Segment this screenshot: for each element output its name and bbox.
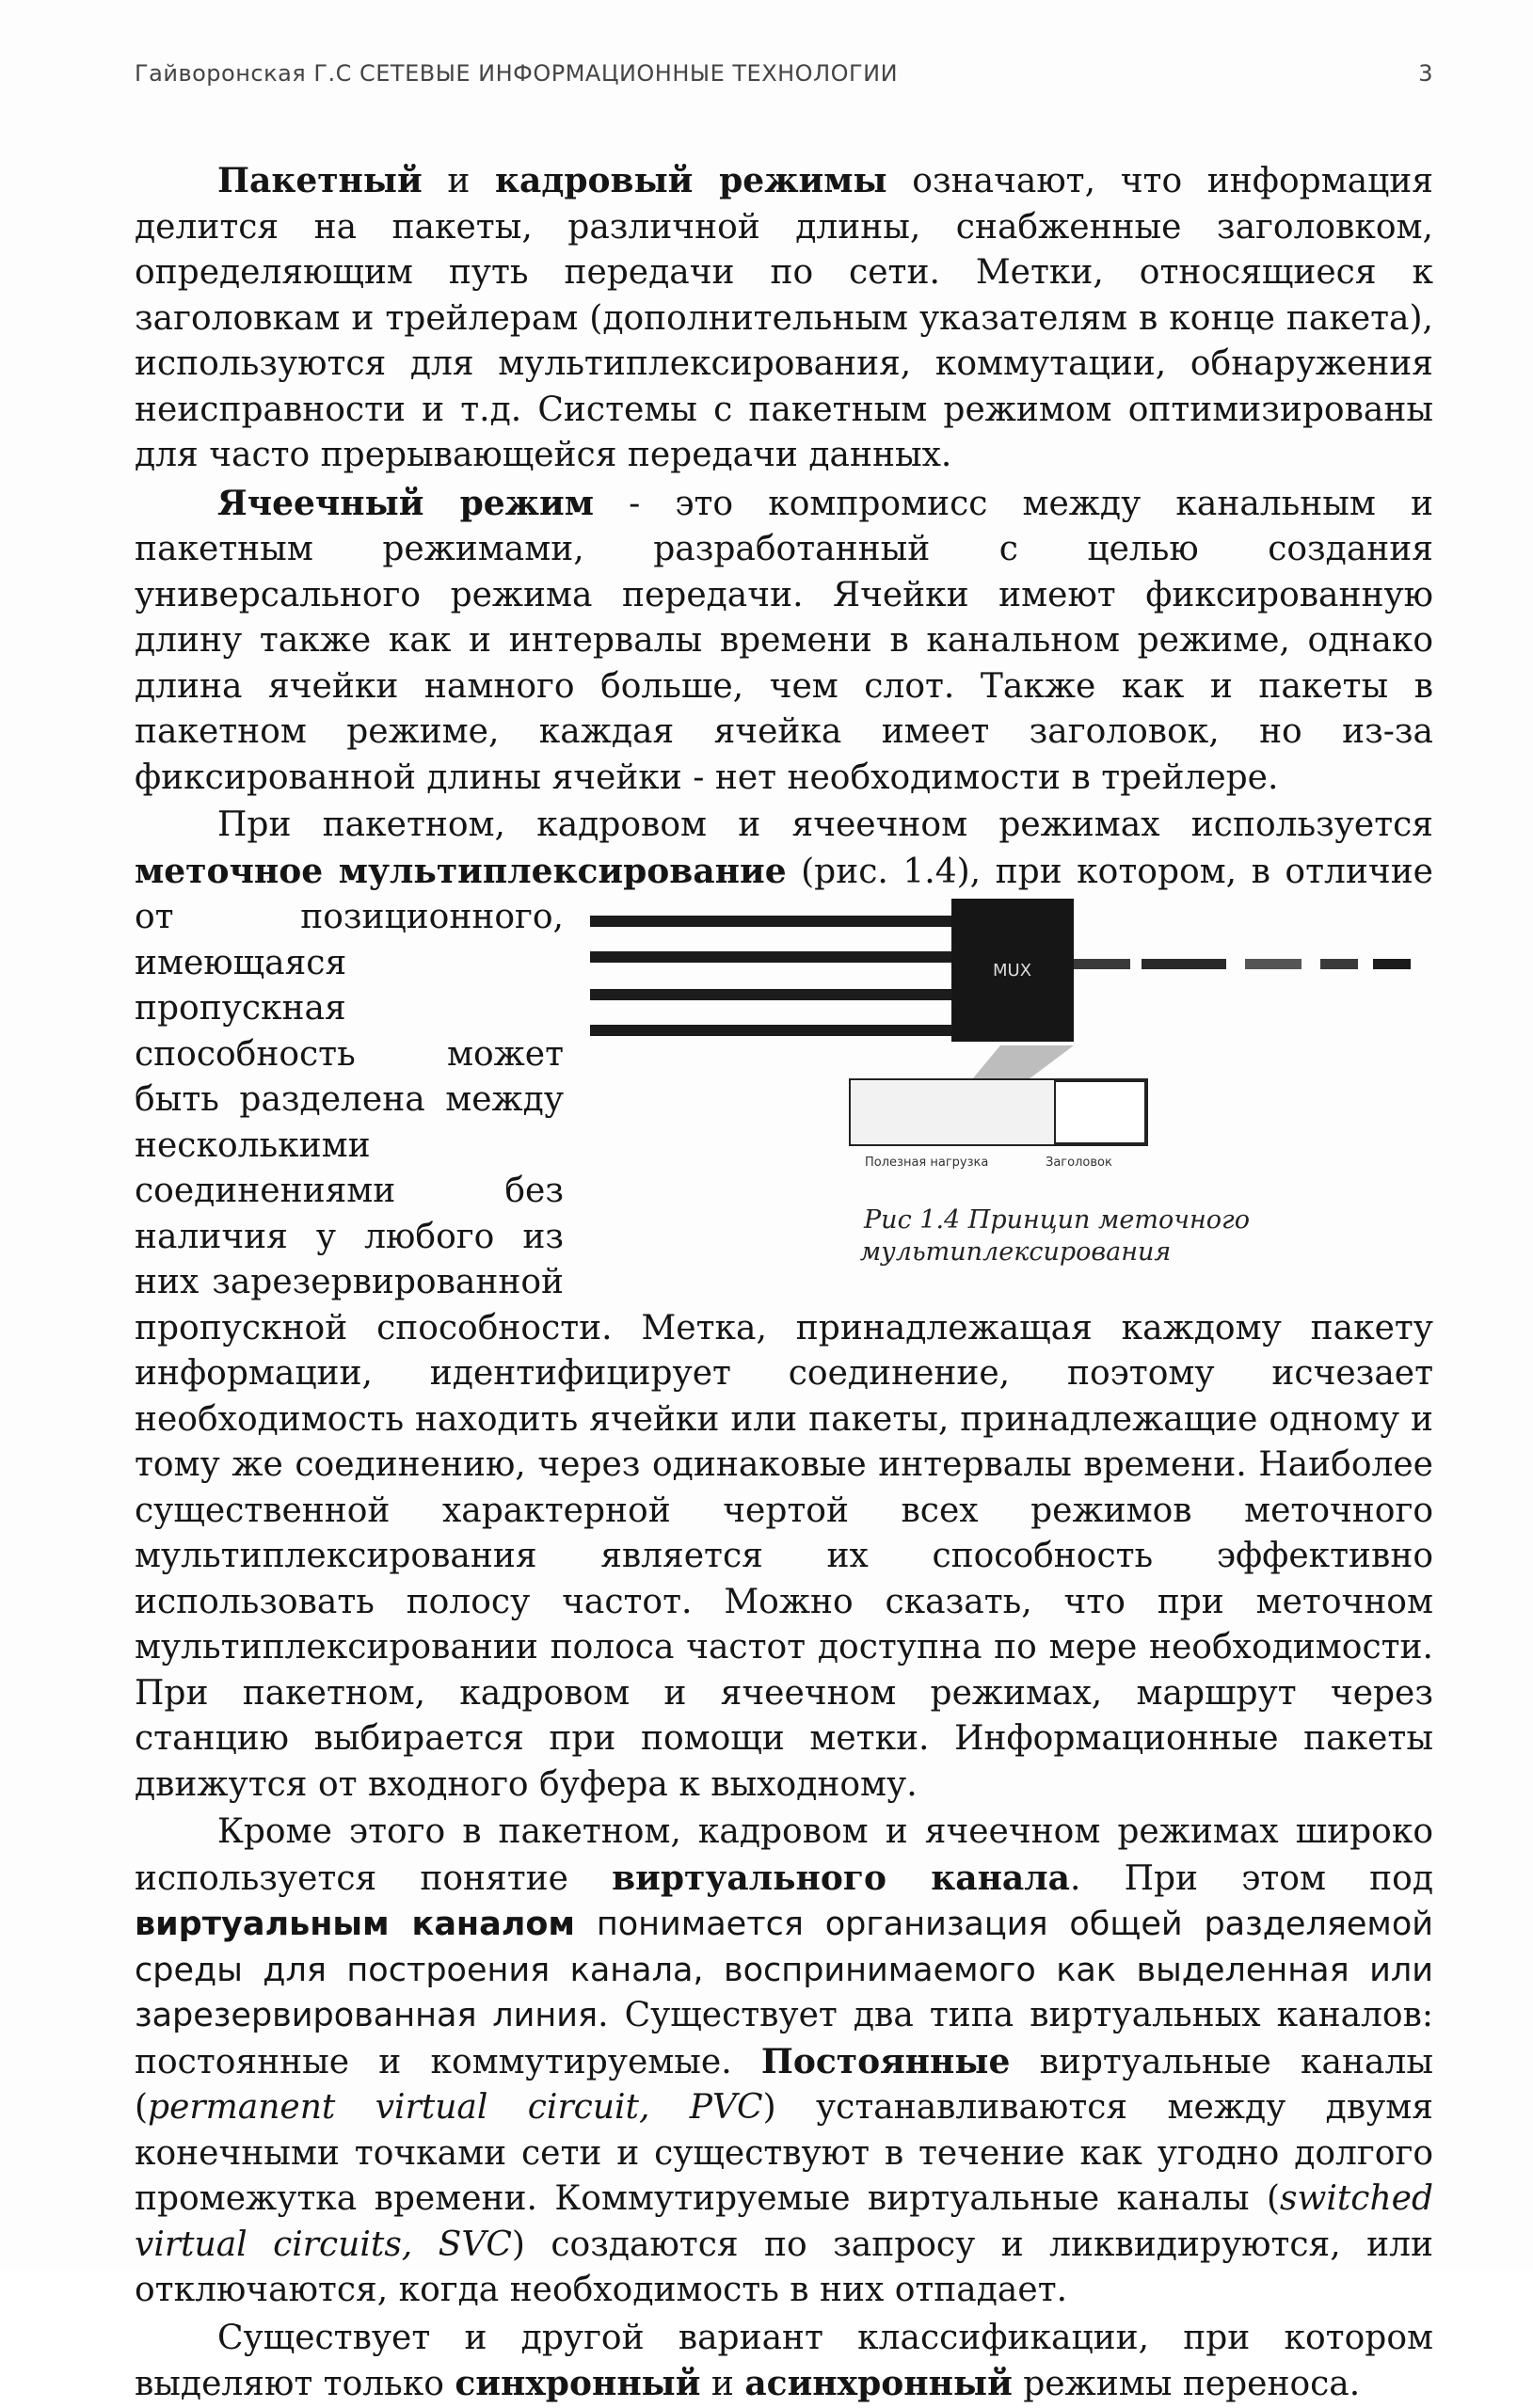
paragraph-cell-mode [135, 481, 1433, 802]
output-line-seg-2 [1142, 959, 1226, 969]
text-run: . Существует два типа виртуальных каналов: постоянные и коммутируемые. [135, 1996, 1433, 2081]
term-pvc: permanent virtual circuit, PVC [148, 2088, 763, 2127]
text-run: - это компромисс между канальным и пакетным режимами, разработанный с целью создания универсального режима передачи. Ячейки имеют фиксированную длину также как и интервалы времени в канальном режиме, однако длина ячейки намного больше, чем слот. Также как и пакеты в пакетном режиме, каждая ячейка имеет заголовок, но из-за фиксированной длины ячейки - нет необходимости в трейлере. [135, 484, 1433, 797]
input-line-4 [590, 1025, 957, 1036]
definition-virtual-channel-term: виртуальным каналом [135, 1906, 576, 1943]
term-virtual-channel: виртуального канала [612, 1858, 1070, 1898]
text-run: виртуальные каналы ( [135, 2042, 1433, 2127]
text-run: Кроме этого в пакетном, кадровом и ячеечном режимах широко используется понятие [135, 1812, 1433, 1898]
term-asynchronous: асинхронный [744, 2364, 1013, 2403]
output-line-seg-4 [1320, 959, 1358, 969]
term-cell-mode: Ячеечный режим [217, 483, 594, 523]
paragraph-virtual-channel [135, 1810, 1433, 2314]
paragraph-label-multiplexing [135, 803, 1433, 1808]
running-header [135, 60, 1433, 98]
figure-label-multiplexing [586, 899, 1433, 1267]
term-packet: Пакетный [217, 161, 423, 200]
text-run: (рис. 1.4), при котором, в отличие от позиционного, имеющаяся пропускная способность может быть разделена между несколькими соединениями без наличия у любого из них зарезервированной пропускной способности. Метка, принадлежащая каждому пакету информации, идентифицирует соединение, поэтому исчезает необходимость находить ячейки или пакеты, принадлежащие одному и тому же соединению, через одинаковые интервалы времени. Наиболее существенной характерной чертой всех режимов меточного мультиплексирования является их способность эффективно использовать полосу частот. Можно сказать, что при меточном мультиплексировании полоса частот доступна по мере необходимости. При пакетном, кадровом и ячеечном режимах, маршрут через станцию выбирается при помощи метки. Информационные пакеты движутся от входного буфера к выходному. [135, 852, 1433, 1804]
text-run: При пакетном, кадровом и ячеечном режимах используется [217, 805, 1433, 844]
zoom-wedge [972, 1045, 1074, 1079]
input-line-1 [590, 916, 957, 927]
term-permanent: Постоянные [760, 2041, 1011, 2081]
header-label: Заголовок [1046, 1156, 1112, 1170]
text-run: ) создаются по запросу и ликвидируются, или отключаются, когда необходимость в них отпадает. [135, 2225, 1433, 2309]
input-line-2 [590, 951, 957, 963]
definition-virtual-channel: понимается организация общей разделяемой среды для построения канала, воспринимаемого как выделенная или зарезервированная линия [135, 1906, 1433, 2034]
text-run: режимы переноса. [1012, 2365, 1361, 2403]
text-run: и [422, 162, 496, 200]
paragraph-packet-frame-modes [135, 158, 1433, 479]
body-text [135, 158, 1433, 2408]
text-run: и [700, 2365, 745, 2403]
paragraph-sync-async [135, 2316, 1433, 2408]
output-line-seg-3 [1245, 959, 1301, 969]
text-run: . При этом под [1069, 1858, 1434, 1898]
input-line-3 [590, 989, 957, 1000]
term-svc: switched virtual circuits, SVC [135, 2179, 1433, 2264]
term-frame-modes: кадровый режимы [495, 161, 887, 200]
running-head-title: Гайворонская Г.С СЕТЕВЫЕ ИНФОРМАЦИОННЫЕ ТЕХНОЛОГИИ [135, 60, 899, 87]
term-synchronous: синхронный [455, 2364, 701, 2403]
text-run: Существует и другой вариант классификации, при котором выделяют только [135, 2318, 1433, 2403]
text-run: ) устанавливаются между двумя конечными точками сети и существуют в течение как угодно долгого промежутка времени. Коммутируемые виртуальные каналы ( [135, 2088, 1433, 2218]
payload-label: Полезная нагрузка [865, 1156, 989, 1170]
term-label-multiplexing: меточное мультиплексирование [135, 851, 787, 891]
figure-caption: Рис 1.4 Принцип меточного мультиплексирования [859, 1205, 1250, 1267]
output-line-seg-5 [1373, 959, 1411, 969]
payload-field [852, 1081, 1055, 1143]
page-number: 3 [1418, 60, 1433, 87]
mux-diagram [586, 899, 1433, 1209]
text-run: означают, что информация делится на пакеты, различной длины, снабженные заголовком, определяющим путь передачи по сети. Метки, относящиеся к заголовкам и трейлерам (дополнительным указателям в конце пакета), используются для мультиплексирования, коммутации, обнаружения неисправности и т.д. Системы с пакетным режимом оптимизированы для часто прерывающейся передачи данных. [135, 162, 1434, 474]
output-line-seg-1 [1074, 959, 1130, 969]
mux-label: MUX [993, 961, 1032, 981]
header-field [1055, 1081, 1145, 1143]
